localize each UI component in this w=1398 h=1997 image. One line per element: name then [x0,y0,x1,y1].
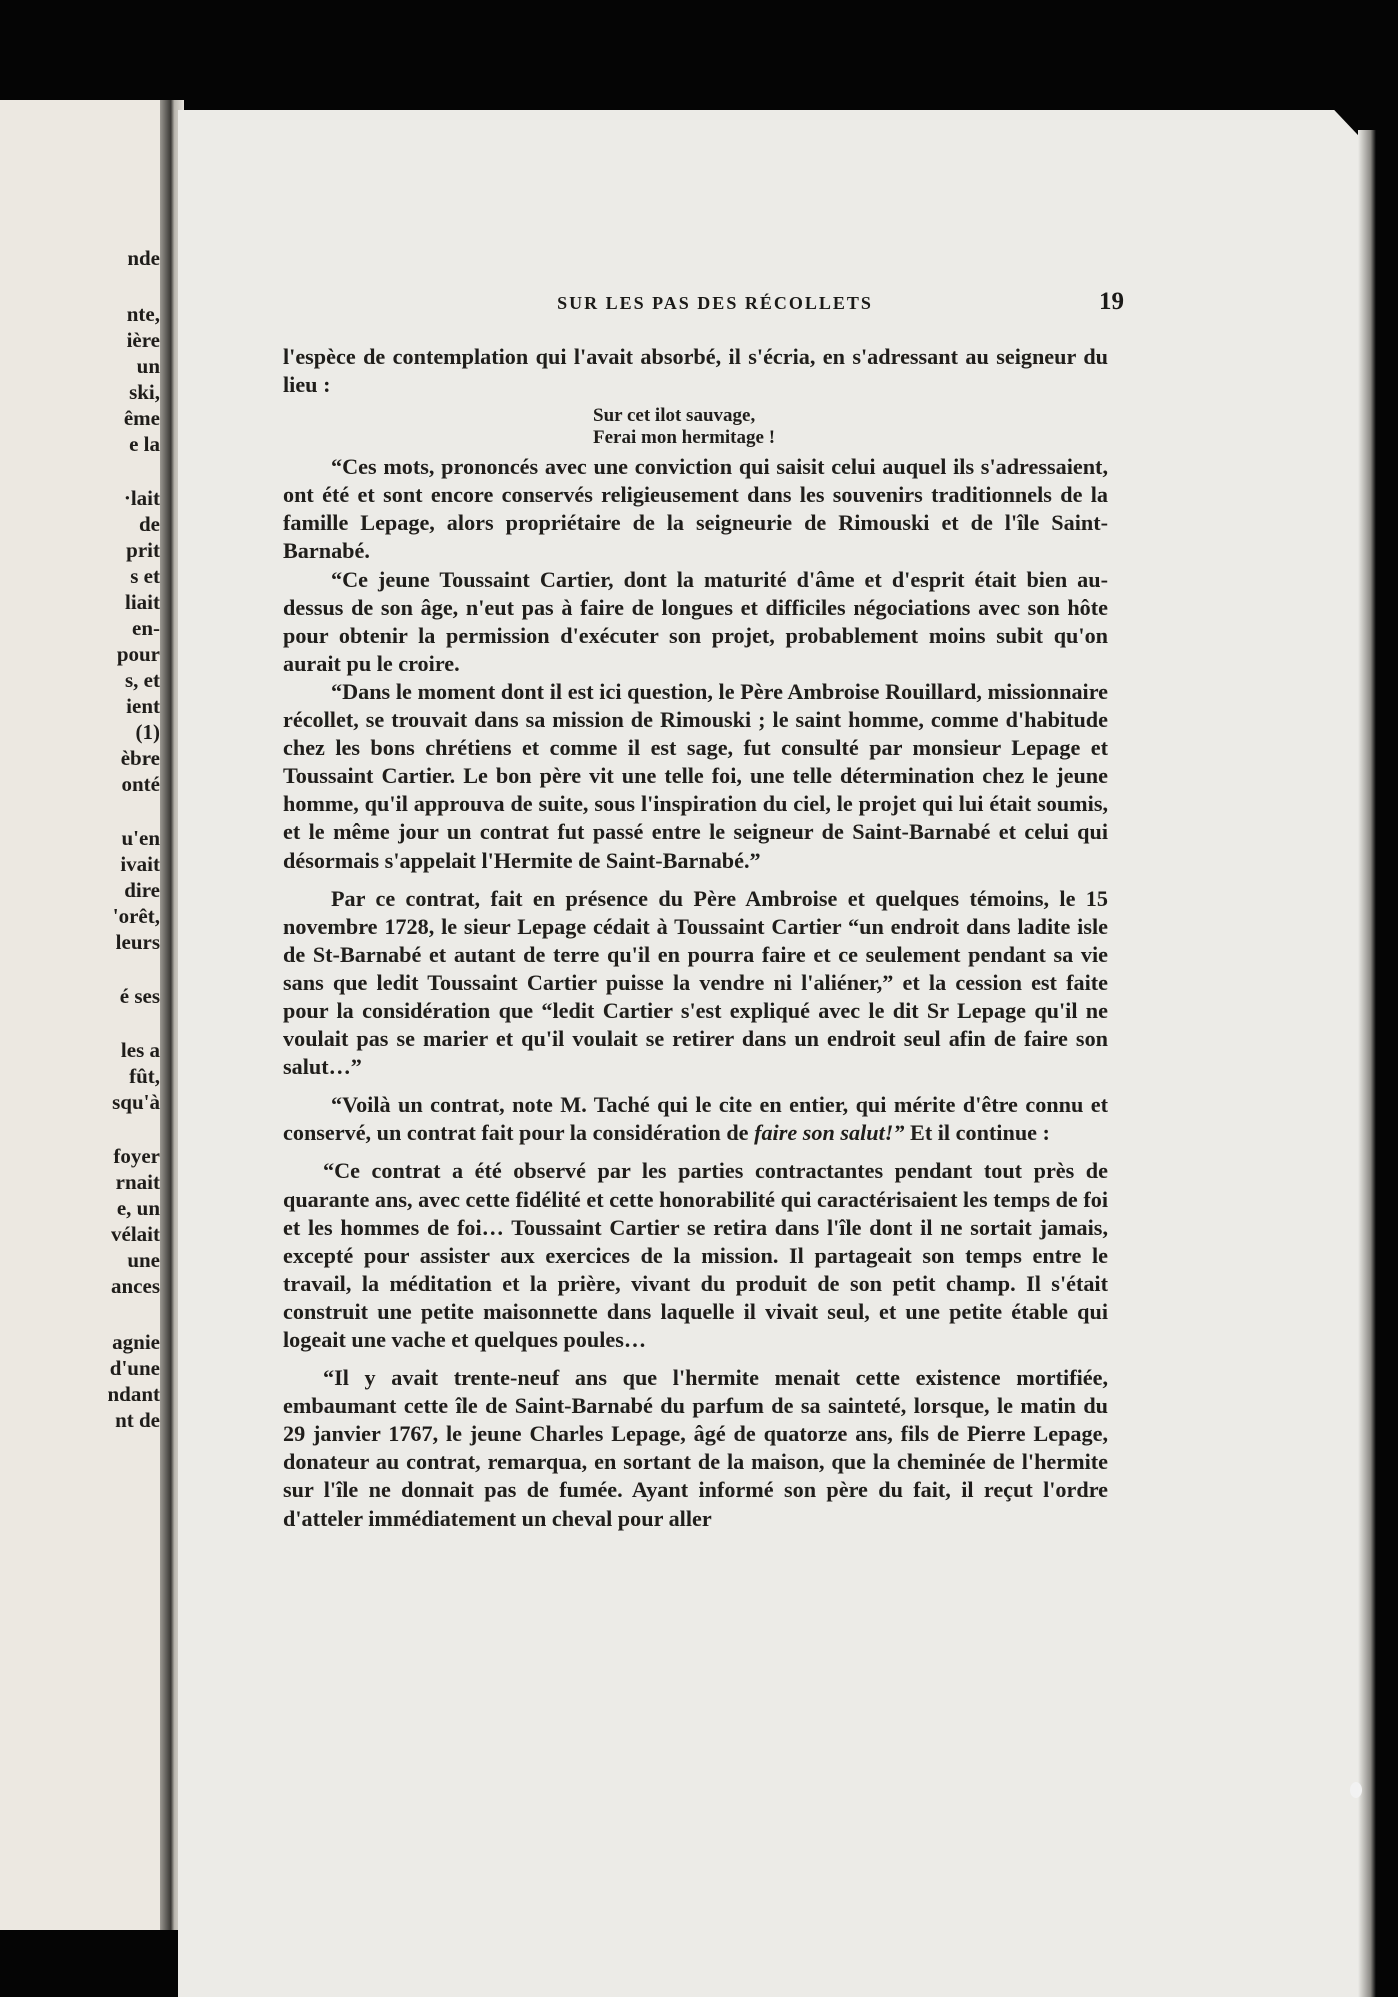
left-page-fragment: s et [130,564,160,588]
left-page-fragment: de [139,512,160,536]
left-page-fragment: nde [127,246,160,270]
left-page-fragment: e la [129,432,160,456]
left-page-fragment: èbre [120,746,160,770]
left-page-fragment: leurs [115,930,160,954]
left-page-fragment: ient [126,694,160,718]
verse-quote [593,405,1108,449]
left-page-fragment: e, un [116,1196,160,1220]
left-page-fragment: dire [124,878,160,902]
left-page-fragment: fût, [129,1064,160,1088]
left-page-fragment: vélait [111,1222,160,1246]
left-page-fragment: liait [125,590,160,614]
left-page-fragment: nte, [126,302,160,326]
paragraph-3: “Ce jeune Toussaint Cartier, dont la maturité d'âme et d'esprit était bien au-dessus de son âge, n'eut pas à faire de longues et difficiles négociations avec son hôte pour obtenir la permission d'exécuter son projet, probablement moins subit qu'on aurait pu le croire. [283,566,1108,676]
left-page-fragment: prit [126,538,160,562]
left-page-fragment: ndant [107,1382,160,1406]
page-number: 19 [1099,288,1124,315]
left-page-fragment: s, et [125,668,160,692]
left-page-fragment: rnait [115,1170,160,1194]
left-page-fragment: les a [120,1038,160,1062]
left-page-fragment: ivait [120,852,160,876]
left-page-fragment: é ses [119,984,160,1008]
left-page-fragment: ski, [129,380,160,404]
paragraph-7: “Ce contrat a été observé par les parties contractantes pendant tout près de quarante ans, avec cette fidélité et cette honorabilité qui caractérisaient les temps de foi et les hommes de foi… Toussaint Cartier se retira dans l'île dont il ne sortait jamais, excepté pour assister aux exercices de la mission. Il partageait son temps entre le travail, la méditation et la prière, vivant du produit de son petit champ. Il s'était construit une petite maisonnette dans laquelle il vivait seul, et une petite étable qui logeait une vache et quelques poules… [283,1158,1108,1352]
left-page-fragment: ances [111,1274,160,1298]
left-page-fragment: u'en [121,826,160,850]
left-page-fragment: agnie [112,1330,160,1354]
left-page-fragment: ière [126,328,160,352]
paragraph-6-text-b: Et il continue : [904,1120,1050,1146]
paragraph-6-emphasis: faire son salut!” [754,1120,905,1146]
left-page-fragment: une [127,1248,160,1272]
verse-line-1: Sur cet ilot sauvage, [593,405,756,427]
scan-speck [1350,1782,1362,1798]
paragraph-1: l'espèce de contemplation qui l'avait absorbé, il s'écria, en s'adressant au seigneur du lieu : [283,344,1108,398]
left-page-fragment: d'une [109,1356,160,1380]
left-page-fragment: ême [123,406,160,430]
left-page-fragment: onté [121,772,160,796]
paragraph-8: “Il y avait trente-neuf ans que l'hermite menait cette existence mortifiée, embaumant cette île de Saint-Barnabé du parfum de sa sainteté, lorsque, le matin du 29 janvier 1767, le jeune Charles Lepage, âgé de quatorze ans, fils de Pierre Lepage, donateur au contrat, remarqua, en sortant de la maison, que la cheminée de l'hermite sur l'île ne donnait pas de fumée. Ayant informé son père du fait, il reçut l'ordre d'atteler immédiatement un cheval pour aller [283,1365,1108,1531]
paragraph-6 [283,1091,1108,1147]
left-page-fragment: nt de [115,1408,160,1432]
left-page-fragment: ·lait [123,486,160,510]
left-page-fragment: un [136,354,160,378]
left-page-fragment: 'orêt, [112,904,160,928]
left-page-fragment: en- [132,616,160,640]
page-edge-shadow [1358,130,1376,1997]
paragraph-2: “Ces mots, prononcés avec une conviction qui saisit celui auquel ils s'adressaient, ont été et sont encore conservés religieusement dans les souvenirs traditionnels de la famille Lepage, alors propriétaire de la seigneurie de Rimouski et de l'île Saint-Barnabé. [283,454,1108,564]
body-text [283,343,1108,1533]
left-page-fragment: pour [116,642,160,666]
left-page-fragment: (1) [135,720,160,744]
paragraph-4: “Dans le moment dont il est ici question, le Père Ambroise Rouillard, missionnaire récollet, se trouvait dans sa mission de Rimouski ; le saint homme, comme d'habitude chez les bons chrétiens et comme il est sage, fut consulté par monsieur Lepage et Toussaint Cartier. Le bon père vit une telle foi, une telle détermination chez le jeune homme, qu'il approuva de suite, sous l'inspiration du ciel, le projet qui lui était soumis, et le même jour un contrat fut passé entre le seigneur de Saint-Barnabé et celui qui désormais s'appelait l'Hermite de Saint-Barnabé.” [283,678,1108,873]
paragraph-6-text-a: “Voilà un contrat, note M. Taché qui le cite en entier, qui mérite d'être connu et conservé, un contrat fait pour la considération de [283,1092,1108,1146]
verse-line-2: Ferai mon hermitage ! [593,427,776,449]
paragraph-5: Par ce contrat, fait en présence du Père Ambroise et quelques témoins, le 15 novembre 1728, le sieur Lepage cédait à Toussaint Cartier “un endroit dans ladite isle de St-Barnabé et autant de terre qu'il en pourra faire et ce seulement pendant sa vie sans que ledit Toussaint Cartier puisse la vendre ni l'aliéner,” et la cession est faite pour la considération que “ledit Cartier s'est expliqué avec le dit Sr Lepage qu'il ne voulait pas se marier et qu'il voulait se retirer dans un endroit seul afin de faire son salut…” [283,885,1108,1080]
left-page-fragment: squ'à [112,1090,160,1114]
running-head: SUR LES PAS DES RÉCOLLETS [557,293,873,313]
left-page [0,100,168,1930]
left-page-fragment: foyer [113,1144,160,1168]
